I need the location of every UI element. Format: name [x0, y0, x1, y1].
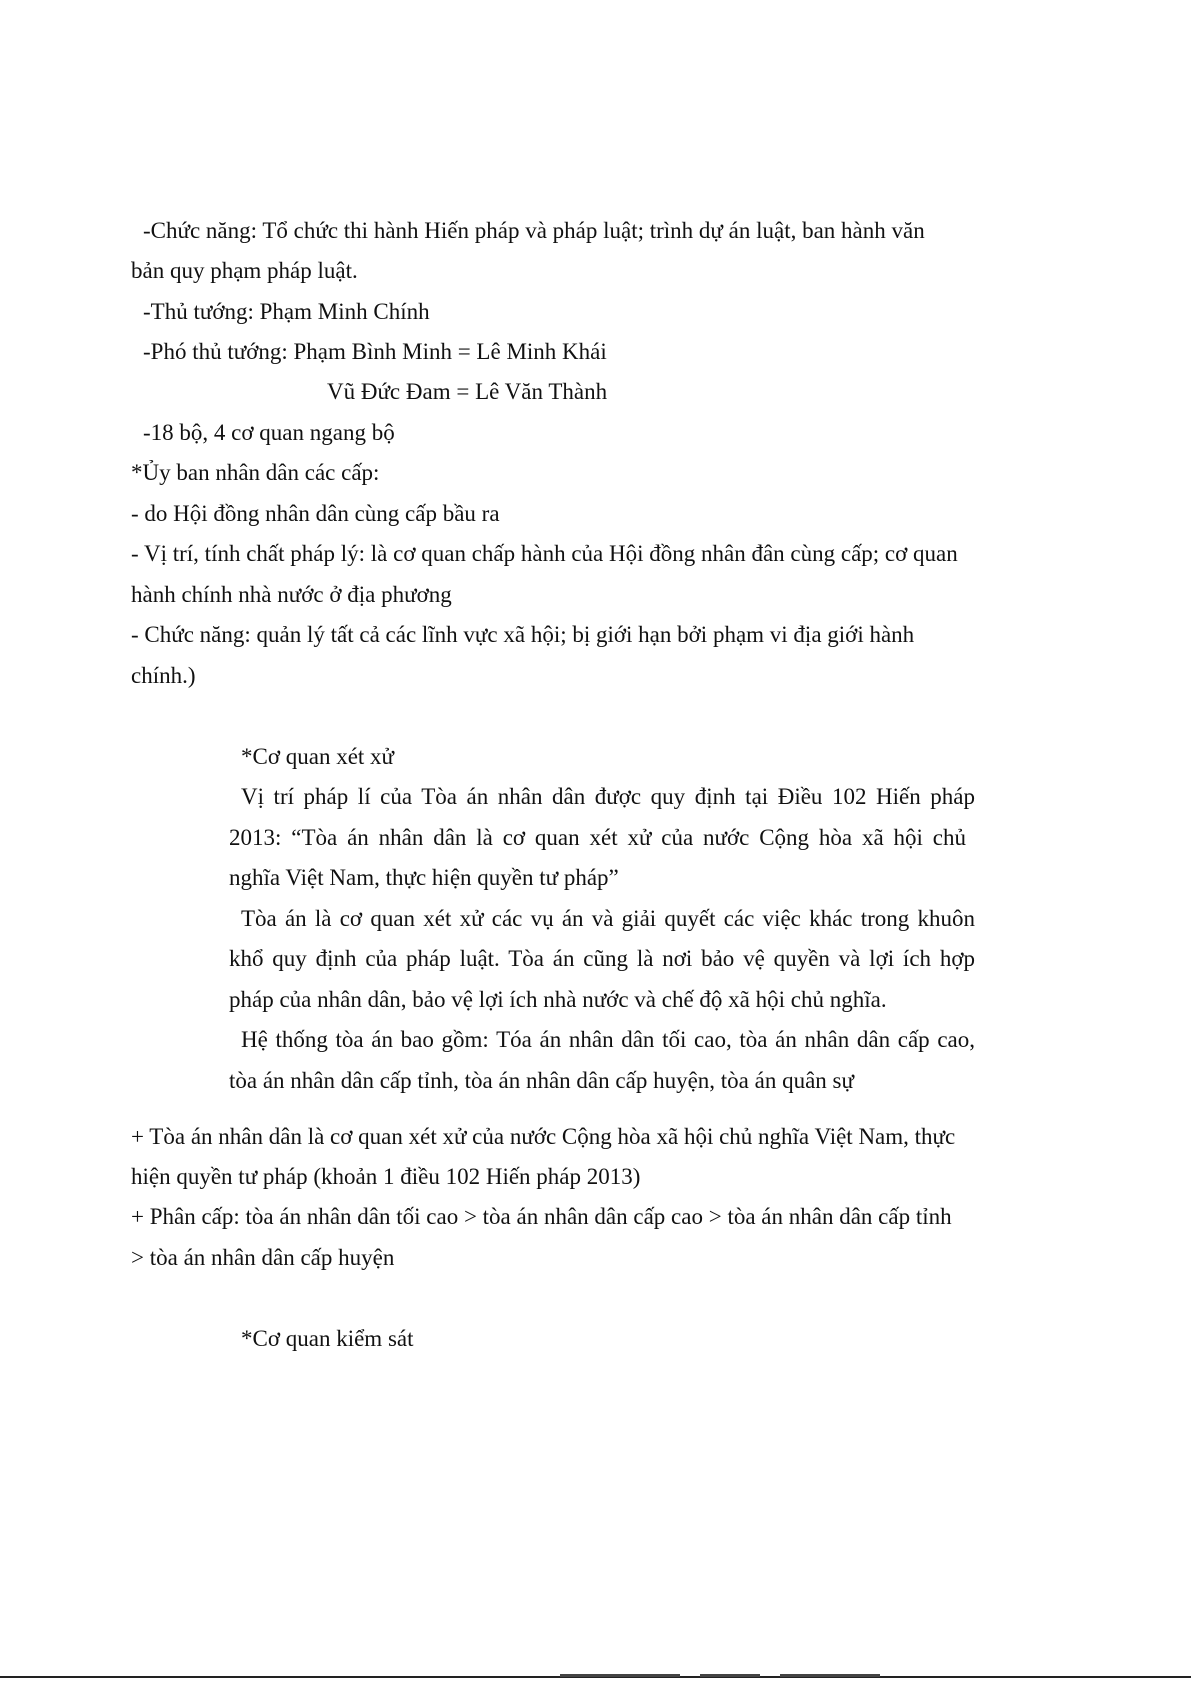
judicial-p2-line2: khổ quy định của pháp luật. Tòa án cũng là nơi bảo vệ quyền và lợi ích hợp [229, 946, 975, 971]
procuracy-heading: *Cơ quan kiểm sát [241, 1326, 414, 1351]
gov-ministries: -18 bộ, 4 cơ quan ngang bộ [143, 420, 395, 445]
gov-prime-minister: -Thủ tướng: Phạm Minh Chính [143, 299, 430, 324]
judicial-p3-line1: Hệ thống tòa án bao gồm: Tóa án nhân dân tối cao, tòa án nhân dân cấp cao, [241, 1027, 975, 1052]
court-note-2-line2: > tòa án nhân dân cấp huyện [131, 1245, 395, 1270]
court-note-2-line1: + Phân cấp: tòa án nhân dân tối cao > tòa án nhân dân cấp cao > tòa án nhân dân cấp tỉnh [131, 1204, 952, 1229]
judicial-heading: *Cơ quan xét xử [241, 744, 395, 769]
gov-deputy-pm-2: Vũ Đức Đam = Lê Văn Thành [327, 379, 608, 404]
gov-function: -Chức năng: Tổ chức thi hành Hiến pháp và pháp luật; trình dự án luật, ban hành văn [143, 218, 925, 243]
page-bottom-dash [700, 1674, 760, 1677]
page-bottom-dash [780, 1674, 880, 1677]
committee-heading: *Ủy ban nhân dân các cấp: [131, 460, 380, 485]
committee-elected: - do Hội đồng nhân dân cùng cấp bầu ra [131, 501, 500, 526]
judicial-p1-line1: Vị trí pháp lí của Tòa án nhân dân được quy định tại Điều 102 Hiến pháp [241, 784, 975, 809]
gov-function-cont: bản quy phạm pháp luật. [131, 258, 358, 283]
committee-function: - Chức năng: quản lý tất cả các lĩnh vực xã hội; bị giới hạn bởi phạm vi địa giới hành [131, 622, 915, 647]
court-note-1-line1: + Tòa án nhân dân là cơ quan xét xử của nước Cộng hòa xã hội chủ nghĩa Việt Nam, thực [131, 1124, 956, 1149]
committee-function-cont: chính.) [131, 663, 196, 688]
judicial-p2-line1: Tòa án là cơ quan xét xử các vụ án và giải quyết các việc khác trong khuôn [241, 906, 975, 931]
judicial-p3-line2: tòa án nhân dân cấp tỉnh, tòa án nhân dân cấp huyện, tòa án quân sự [229, 1068, 854, 1093]
committee-position-cont: hành chính nhà nước ở địa phương [131, 582, 452, 607]
judicial-p2-line3: pháp của nhân dân, bảo vệ lợi ích nhà nước và chế độ xã hội chủ nghĩa. [229, 987, 887, 1012]
page-bottom-dash [560, 1674, 680, 1677]
court-note-1-line2: hiện quyền tư pháp (khoản 1 điều 102 Hiến pháp 2013) [131, 1164, 641, 1189]
committee-position: - Vị trí, tính chất pháp lý: là cơ quan chấp hành của Hội đồng nhân đân cùng cấp; cơ quan [131, 541, 958, 566]
gov-deputy-pm-1: -Phó thủ tướng: Phạm Bình Minh = Lê Minh Khái [143, 339, 607, 364]
judicial-p1-line2: 2013: “Tòa án nhân dân là cơ quan xét xử của nước Cộng hòa xã hội chủ [229, 825, 966, 850]
judicial-p1-line3: nghĩa Việt Nam, thực hiện quyền tư pháp” [229, 865, 619, 890]
